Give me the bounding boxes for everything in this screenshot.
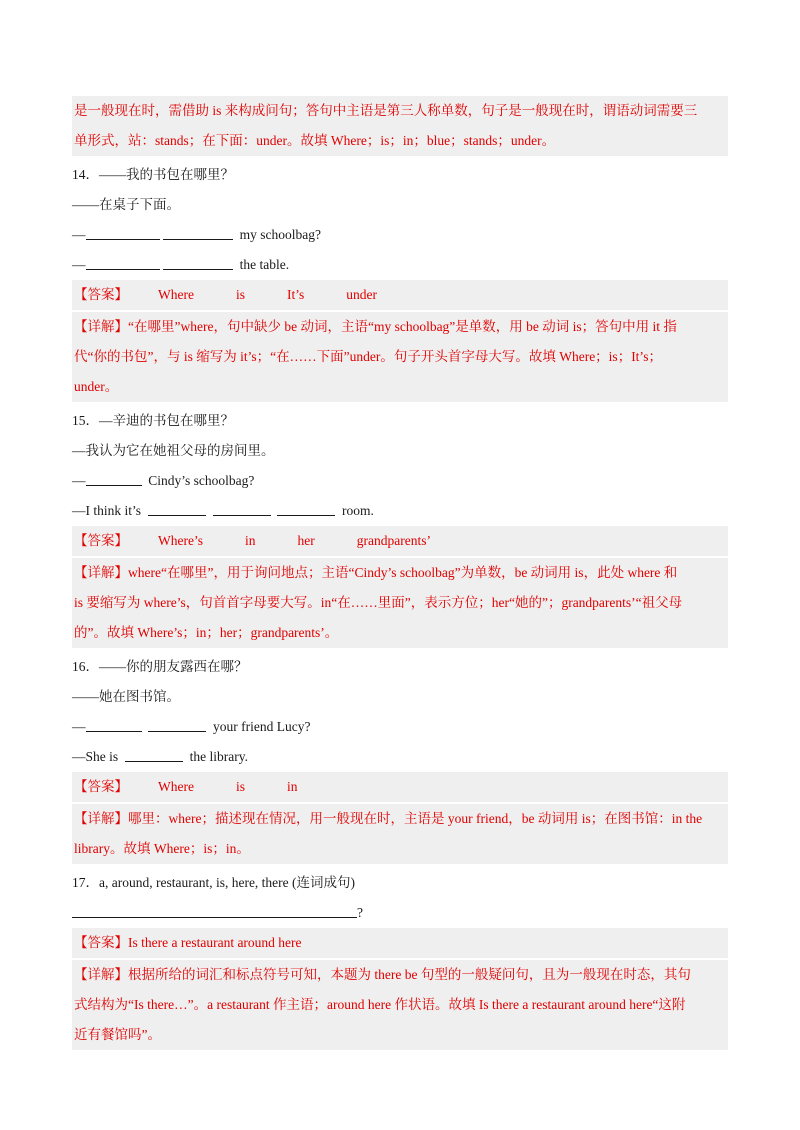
question-15-title: 15．—辛迪的书包在哪里？: [72, 413, 234, 428]
sentence-head: —I think it’s: [72, 503, 142, 518]
previous-explanation-box: [72, 96, 728, 156]
sentence-head: —She is: [72, 749, 119, 764]
fill-blank[interactable]: [163, 255, 233, 270]
fill-blank[interactable]: [86, 471, 142, 486]
question-16-chinese-reply: ——她在图书馆。: [72, 689, 180, 704]
detail-line: library。故填 Where；is；in。: [74, 841, 250, 856]
question-16-detail-box: [72, 804, 728, 864]
answer-word: her: [297, 533, 315, 548]
sentence-tail: room.: [342, 503, 374, 518]
fill-blank[interactable]: [163, 225, 233, 240]
question-14-title: 14．——我的书包在哪里？: [72, 167, 234, 182]
question-17-answer-line: [72, 898, 728, 928]
detail-line: 代“你的书包”，与 is 缩写为 it’s；“在……下面”under。句子开头首字母大写。故填 Where；is；It’s；: [74, 349, 662, 364]
fill-blank[interactable]: [86, 255, 160, 270]
fill-blank[interactable]: [148, 501, 206, 516]
fill-blank[interactable]: [86, 225, 160, 240]
question-16-english-line-2: [72, 742, 728, 772]
answer-text: 【答案】Is there a restaurant around here: [74, 935, 302, 950]
detail-line: 【详解】“在哪里”where，句中缺少 be 动词，主语“my schoolbag”是单数，用 be 动词 is；答句中用 it 指: [74, 319, 677, 334]
question-16-answer-box: [72, 772, 728, 802]
explanation-line: 单形式，站：stands；在下面：under。故填 Where；is；in；blue；stands；under。: [74, 133, 556, 148]
explanation-line: 是一般现在时，需借助 is 来构成问句；答句中主语是第三人称单数，句子是一般现在时，谓语动词需要三: [74, 103, 698, 118]
question-17-title: 17．a, around, restaurant, is, here, there (连词成句): [72, 875, 356, 890]
question-16-title: 16．——你的朋友露西在哪？: [72, 659, 248, 674]
question-17-detail-box: [72, 960, 728, 1050]
sentence-tail: Cindy’s schoolbag?: [148, 473, 255, 488]
detail-line: 近有餐馆吗”。: [74, 1027, 161, 1042]
answer-label: 【答案】: [74, 779, 128, 794]
answer-word: Where’s: [158, 533, 203, 548]
detail-line: 式结构为“Is there…”。a restaurant 作主语；around here 作状语。故填 Is there a restaurant around here“这附: [74, 997, 686, 1012]
question-14-answer-box: [72, 280, 728, 310]
answer-word: It’s: [287, 287, 305, 302]
answer-word: in: [244, 533, 256, 548]
answer-word: is: [235, 779, 245, 794]
sentence-tail: your friend Lucy?: [213, 719, 311, 734]
question-14-detail-box: [72, 312, 728, 402]
question-14-chinese-reply: ——在桌子下面。: [72, 197, 180, 212]
question-14-english-line-1: [72, 220, 728, 250]
fill-blank[interactable]: [72, 903, 357, 918]
detail-line: 【详解】哪里：where；描述现在情况，用一般现在时，主语是 your friend，be 动词用 is；在图书馆：in the: [74, 811, 703, 826]
question-15-detail-box: [72, 558, 728, 648]
fill-blank[interactable]: [125, 747, 183, 762]
answer-word: grandparents’: [356, 533, 431, 548]
dash: —: [72, 257, 86, 272]
question-15-chinese-reply: —我认为它在她祖父母的房间里。: [72, 443, 275, 458]
fill-blank[interactable]: [148, 717, 206, 732]
question-16-english-line-1: [72, 712, 728, 742]
fill-blank[interactable]: [86, 717, 142, 732]
answer-label: 【答案】: [74, 533, 128, 548]
answer-word: Where: [158, 287, 194, 302]
sentence-tail: the library.: [189, 749, 248, 764]
sentence-tail: the table.: [239, 257, 290, 272]
question-15-answer-box: [72, 526, 728, 556]
dash: —: [72, 227, 86, 242]
answer-word: Where: [158, 779, 194, 794]
answer-word: is: [235, 287, 245, 302]
detail-line: under。: [74, 379, 119, 394]
answer-label: 【答案】: [74, 287, 128, 302]
fill-blank[interactable]: [277, 501, 335, 516]
dash: —: [72, 719, 86, 734]
detail-line: 的”。故填 Where’s；in；her；grandparents’。: [74, 625, 339, 640]
question-14-english-line-2: [72, 250, 728, 280]
answer-word: under: [346, 287, 378, 302]
dash: —: [72, 473, 86, 488]
detail-line: 【详解】根据所给的词汇和标点符号可知，本题为 there be 句型的一般疑问句，且为一般现在时态，其句: [74, 967, 691, 982]
question-15-english-line-1: [72, 466, 728, 496]
answer-word: in: [287, 779, 298, 794]
question-15-english-line-2: [72, 496, 728, 526]
question-17-answer-box: [72, 928, 728, 958]
detail-line: 【详解】where“在哪里”，用于询问地点；主语“Cindy’s schoolbag”为单数，be 动词用 is，此处 where 和: [74, 565, 678, 580]
fill-blank[interactable]: [213, 501, 271, 516]
question-mark: ?: [357, 905, 363, 920]
document-content: [72, 96, 728, 1054]
sentence-tail: my schoolbag?: [239, 227, 321, 242]
detail-line: is 要缩写为 where’s，句首首字母要大写。in“在……里面”，表示方位；her“她的”；grandparents’“祖父母: [74, 595, 683, 610]
